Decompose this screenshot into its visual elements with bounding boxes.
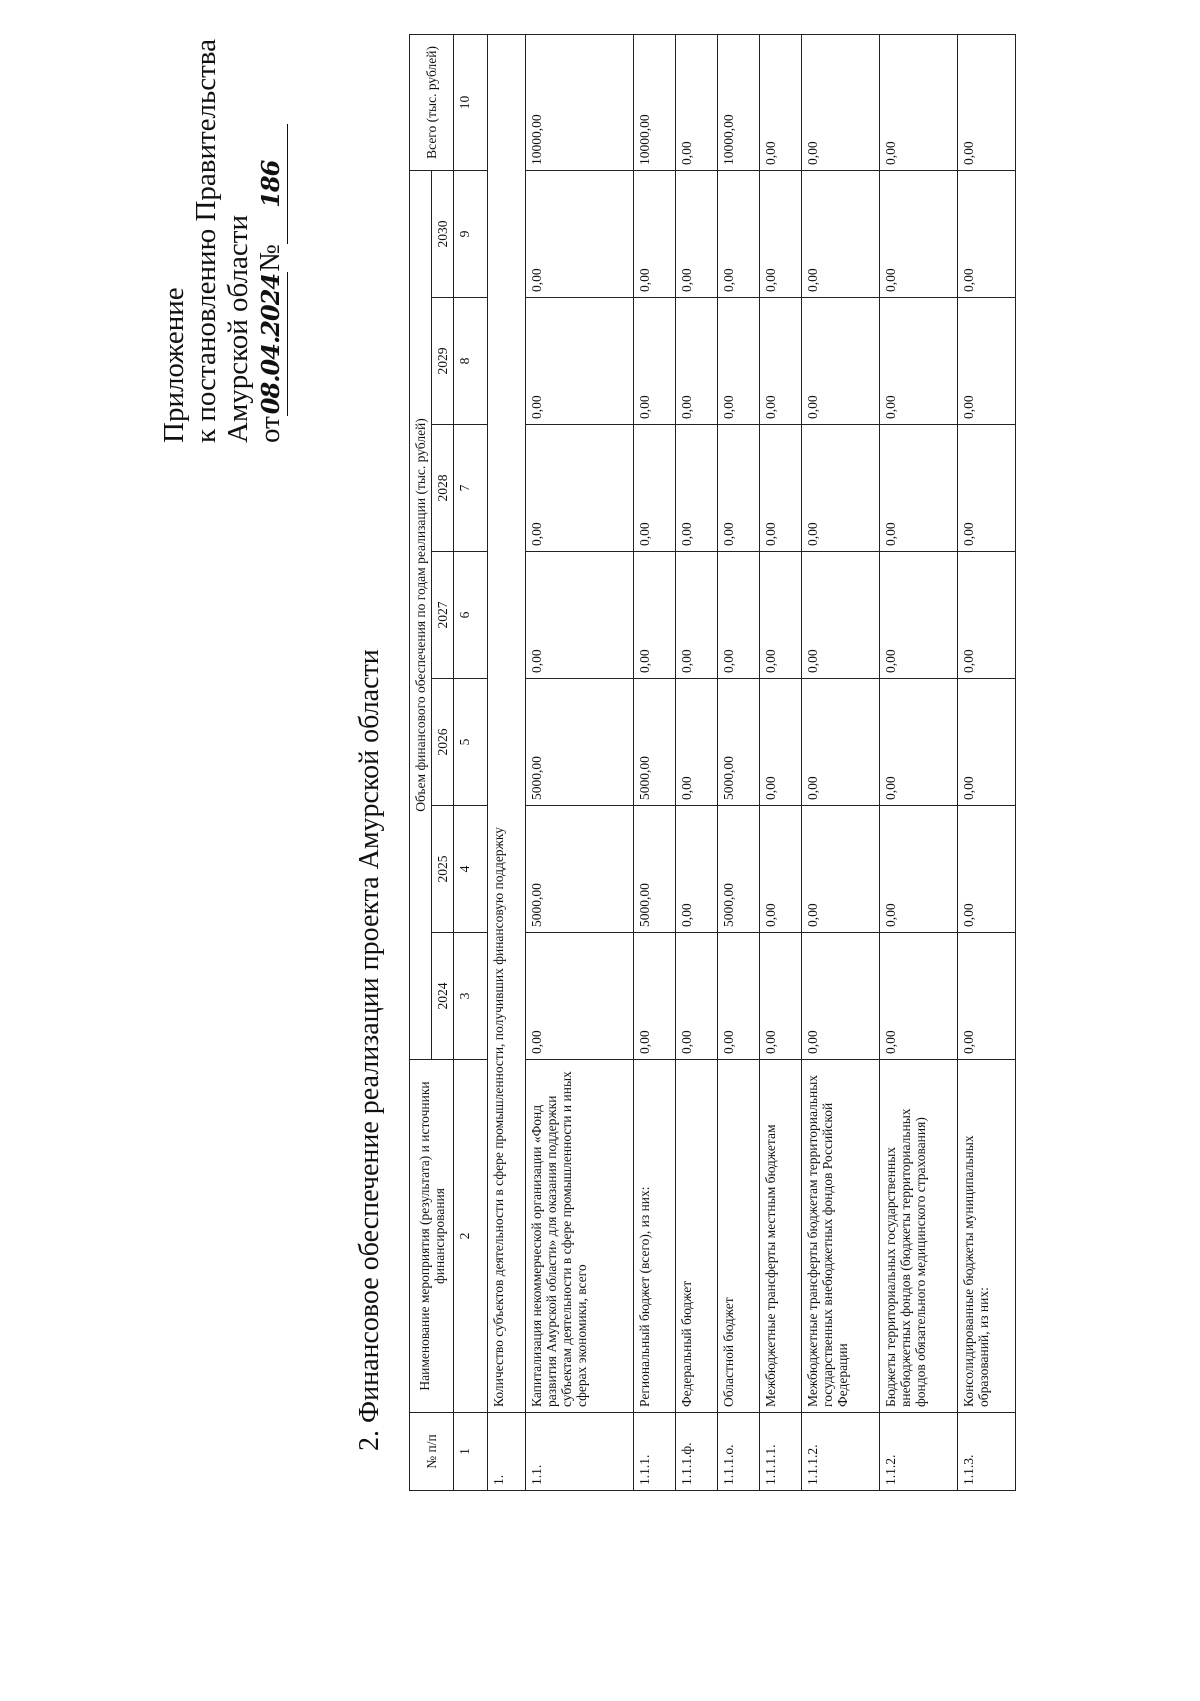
- row-total: 10000,00: [718, 34, 760, 170]
- row-value: 0,00: [718, 298, 760, 425]
- row-value: 5000,00: [718, 806, 760, 933]
- section-row: [488, 34, 526, 1490]
- approval-line-2: к постановлению Правительства: [190, 39, 222, 443]
- row-value: 0,00: [958, 679, 1016, 806]
- row-total: 0,00: [958, 34, 1016, 170]
- header-year: 2030: [432, 170, 454, 297]
- row-num: 1.1.: [526, 1413, 634, 1491]
- header-year: 2026: [432, 679, 454, 806]
- row-value: 5000,00: [526, 679, 634, 806]
- row-value: 0,00: [718, 425, 760, 552]
- header-year: 2025: [432, 806, 454, 933]
- row-value: 0,00: [676, 170, 718, 297]
- row-num: 1.1.1.: [634, 1413, 676, 1491]
- row-value: 0,00: [958, 170, 1016, 297]
- approval-block: [158, 39, 288, 443]
- row-value: 0,00: [802, 679, 880, 806]
- approval-date-line: [254, 113, 288, 443]
- row-total: 10000,00: [634, 34, 676, 170]
- row-value: 0,00: [760, 170, 802, 297]
- row-value: 0,00: [526, 425, 634, 552]
- row-value: 0,00: [880, 425, 958, 552]
- row-value: 0,00: [634, 298, 676, 425]
- row-num: 1.1.2.: [880, 1413, 958, 1491]
- row-value: 0,00: [802, 298, 880, 425]
- column-number: 1: [454, 1413, 488, 1491]
- table-row: [634, 34, 676, 1490]
- row-value: 0,00: [802, 170, 880, 297]
- section-num: 1.: [488, 1413, 526, 1491]
- column-number: 4: [454, 806, 488, 933]
- row-value: 0,00: [802, 552, 880, 679]
- approval-line-1: Приложение: [158, 287, 190, 443]
- row-name: Областной бюджет: [718, 1060, 760, 1413]
- document-title: 2. Финансовое обеспечение реализации проекта Амурской области: [354, 649, 385, 1451]
- header-total: Всего (тыс. рублей): [410, 34, 454, 170]
- header-year: 2028: [432, 425, 454, 552]
- row-value: 0,00: [958, 806, 1016, 933]
- number-prefix: №: [254, 244, 286, 272]
- column-number: 8: [454, 298, 488, 425]
- table-body: [526, 34, 1016, 1490]
- row-name: Межбюджетные трансферты местным бюджетам: [760, 1060, 802, 1413]
- row-value: 0,00: [958, 552, 1016, 679]
- row-name: Бюджеты территориальных государственных внебюджетных фондов (бюджеты территориальных фондов обязательного медицинского страхования): [880, 1060, 958, 1413]
- row-name: Консолидированные бюджеты муниципальных образований, из них:: [958, 1060, 1016, 1413]
- column-number: 9: [454, 170, 488, 297]
- row-value: 0,00: [526, 933, 634, 1060]
- row-value: 0,00: [718, 170, 760, 297]
- table-row: [676, 34, 718, 1490]
- row-num: 1.1.1.1.: [760, 1413, 802, 1491]
- row-value: 0,00: [634, 552, 676, 679]
- header-year: 2027: [432, 552, 454, 679]
- header-volume: Объем финансового обеспечения по годам реализации (тыс. рублей): [410, 170, 432, 1059]
- row-value: 0,00: [958, 933, 1016, 1060]
- row-name: Капитализация некоммерческой организации «Фонд развития Амурской области» для оказания поддержки субъектам деятельности в сфере промышленности и иных сферах экономики, всего: [526, 1060, 634, 1413]
- table-row: [760, 34, 802, 1490]
- date-prefix: от: [254, 416, 286, 443]
- row-value: 0,00: [760, 298, 802, 425]
- row-num: 1.1.1.ф.: [676, 1413, 718, 1491]
- row-value: 0,00: [676, 298, 718, 425]
- column-number-row: [454, 34, 488, 1490]
- row-total: 0,00: [676, 34, 718, 170]
- header-name: Наименование мероприятия (результата) и источники финансирования: [410, 1060, 454, 1413]
- header-year: 2024: [432, 933, 454, 1060]
- row-value: 0,00: [526, 170, 634, 297]
- row-value: 5000,00: [526, 806, 634, 933]
- row-value: 0,00: [880, 806, 958, 933]
- row-value: 0,00: [802, 933, 880, 1060]
- row-value: 0,00: [526, 298, 634, 425]
- row-num: 1.1.1.2.: [802, 1413, 880, 1491]
- row-num: 1.1.1.о.: [718, 1413, 760, 1491]
- column-number: 7: [454, 425, 488, 552]
- row-value: 0,00: [802, 806, 880, 933]
- header-year: 2029: [432, 298, 454, 425]
- row-value: 0,00: [880, 170, 958, 297]
- table-row: [718, 34, 760, 1490]
- row-total: 10000,00: [526, 34, 634, 170]
- row-name: Федеральный бюджет: [676, 1060, 718, 1413]
- column-number: 10: [454, 34, 488, 170]
- section-text: Количество субъектов деятельности в сфере промышленности, получивших финансовую поддержку: [488, 34, 526, 1412]
- column-number: 5: [454, 679, 488, 806]
- table-row: [526, 34, 634, 1490]
- financing-table: [409, 34, 1016, 1491]
- row-value: 0,00: [718, 552, 760, 679]
- table-row: [958, 34, 1016, 1490]
- row-value: 0,00: [634, 425, 676, 552]
- row-value: 5000,00: [634, 679, 676, 806]
- row-value: 0,00: [634, 933, 676, 1060]
- row-num: 1.1.3.: [958, 1413, 1016, 1491]
- row-value: 0,00: [880, 933, 958, 1060]
- row-value: 0,00: [880, 298, 958, 425]
- row-total: 0,00: [760, 34, 802, 170]
- row-value: 5000,00: [634, 806, 676, 933]
- column-number: 6: [454, 552, 488, 679]
- row-total: 0,00: [802, 34, 880, 170]
- row-value: 0,00: [958, 425, 1016, 552]
- table-row: [880, 34, 958, 1490]
- row-value: 0,00: [760, 933, 802, 1060]
- row-name: Региональный бюджет (всего), из них:: [634, 1060, 676, 1413]
- row-value: 0,00: [880, 679, 958, 806]
- row-total: 0,00: [880, 34, 958, 170]
- row-name: Межбюджетные трансферты бюджетам территориальных государственных внебюджетных фондов Российской Федерации: [802, 1060, 880, 1413]
- row-value: 5000,00: [718, 679, 760, 806]
- row-value: 0,00: [802, 425, 880, 552]
- row-value: 0,00: [526, 552, 634, 679]
- column-number: 3: [454, 933, 488, 1060]
- header-row-1: [410, 34, 432, 1490]
- row-value: 0,00: [676, 425, 718, 552]
- row-value: 0,00: [718, 933, 760, 1060]
- row-value: 0,00: [760, 425, 802, 552]
- header-num: № п/п: [410, 1413, 454, 1491]
- row-value: 0,00: [760, 806, 802, 933]
- row-value: 0,00: [676, 806, 718, 933]
- row-value: 0,00: [880, 552, 958, 679]
- column-number: 2: [454, 1060, 488, 1413]
- approval-line-3: Амурской области: [222, 215, 254, 443]
- handwritten-number: 186: [256, 160, 285, 208]
- row-value: 0,00: [634, 170, 676, 297]
- handwritten-date: 08.04.2024: [255, 272, 288, 416]
- table-row: [802, 34, 880, 1490]
- row-value: 0,00: [676, 679, 718, 806]
- row-value: 0,00: [958, 298, 1016, 425]
- row-value: 0,00: [760, 552, 802, 679]
- row-value: 0,00: [676, 933, 718, 1060]
- row-value: 0,00: [760, 679, 802, 806]
- row-value: 0,00: [676, 552, 718, 679]
